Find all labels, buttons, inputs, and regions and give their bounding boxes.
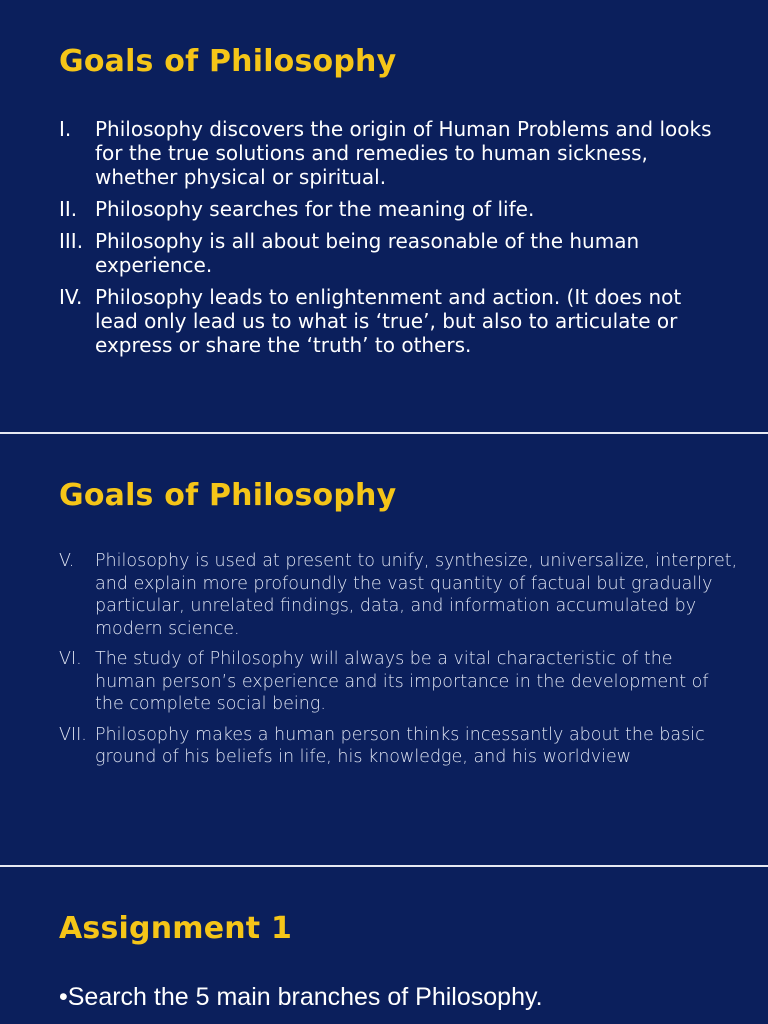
list-item-text: Philosophy is used at present to unify, synthesize, universalize, interpret, and explain more profoundly the vast quantity of factual but gradually particular, unrelated findings, data, and information accumulated by modern science. bbox=[95, 551, 738, 639]
slide-assignment bbox=[0, 867, 768, 1024]
slide-title: Goals of Philosophy bbox=[59, 478, 397, 513]
goals-list bbox=[59, 117, 729, 365]
list-item-text: Philosophy makes a human person thinks incessantly about the basic ground of his beliefs in life, his knowledge, and his worldview bbox=[95, 724, 705, 767]
list-item-number: II. bbox=[59, 197, 78, 221]
list-item-number: III. bbox=[59, 229, 84, 253]
list-item bbox=[59, 648, 739, 716]
slide-title: Assignment 1 bbox=[59, 911, 293, 946]
list-item-number: IV. bbox=[59, 285, 83, 309]
list-item-number: VII. bbox=[59, 724, 87, 745]
goals-list bbox=[59, 550, 739, 777]
list-item bbox=[59, 285, 729, 357]
list-item-text: Philosophy is all about being reasonable of the human experience. bbox=[95, 229, 640, 277]
list-item-number: I. bbox=[59, 117, 72, 141]
list-item bbox=[59, 229, 729, 277]
slide-title: Goals of Philosophy bbox=[59, 44, 397, 79]
list-item-text: The study of Philosophy will always be a vital characteristic of the human person’s experience and its importance in the development of the complete social being. bbox=[95, 649, 709, 714]
list-item bbox=[59, 117, 729, 189]
list-item bbox=[59, 550, 739, 640]
list-item bbox=[59, 197, 729, 221]
list-item-text: Philosophy discovers the origin of Human Problems and looks for the true solutions and remedies to human sickness, whether physical or spiritual. bbox=[95, 117, 712, 189]
list-item bbox=[59, 724, 739, 769]
list-item-number: VI. bbox=[59, 649, 82, 669]
assignment-bullet: •Search the 5 main branches of Philosophy. bbox=[59, 983, 543, 1011]
list-item-text: Philosophy searches for the meaning of life. bbox=[95, 197, 535, 221]
list-item-number: V. bbox=[59, 551, 75, 571]
slide-goals-2 bbox=[0, 434, 768, 865]
slide-goals-1 bbox=[0, 0, 768, 432]
list-item-text: Philosophy leads to enlightenment and action. (It does not lead only lead us to what is ‘true’, but also to articulate or express or share the ‘truth’ to others. bbox=[95, 285, 682, 357]
